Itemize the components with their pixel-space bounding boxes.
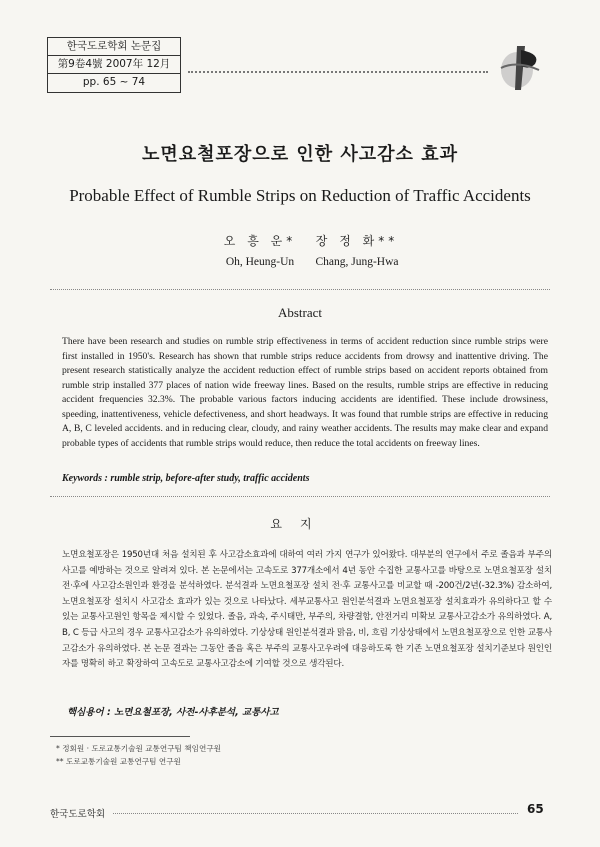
abstract-body: There have been research and studies on rumble strip effectiveness in terms of accident reduction since rumble strips were first installed in 1950's. Research has shown that rumble strips reduce accidents from drowsy and inattentive driving. The present research statistically analyze the accident reduction effect of rumble strips based on accident reports obtained from rumble strip installed 377 places of nation wide freeway lines. Based on the results, rumble strips are effective in reducing accident frequencies 32.3%. The probable various factors inducing accidents are identified. These include drowsiness, speeding, inattentiveness, vehicle defectiveness, and short headways. It was found that rumble strips are effective in reducing A, B, C leveled accidents. and in reducing clear, cloudy, and rainy weather accidents. The results may make clear and expand probable types of accidents that rumble strips would reduce, then reduce the total accidents on freeway lines. — [62, 336, 548, 449]
journal-info-box — [47, 37, 181, 93]
journal-pages: pp. 65 ~ 74 — [82, 76, 146, 88]
footnote-1: * 정회원 · 도로교통기술원 교통연구팀 책임연구원 — [56, 744, 221, 753]
author-1 — [205, 232, 315, 268]
author-1-korean: 오 흥 운* — [223, 234, 297, 248]
footer-dotted-rule — [113, 813, 518, 814]
abstract-keywords: Keywords : rumble strip, before-after study, traffic accidents — [62, 473, 310, 484]
footnotes — [56, 742, 456, 768]
author-2 — [302, 232, 412, 268]
korean-summary-body: 노면요철포장은 1950년대 처음 설치된 후 사고감소효과에 대하여 여러 가지 연구가 있어왔다. 대부분의 연구에서 주로 졸음과 부주의 사고를 예방하는 것으로 알려져 있다. 본 논문에서는 고속도로 377개소에서 4년 동안 수집한 교통사고를 바탕으로 노면요철포장 설치 전·후에 사고감소원인과 환경을 분석하였다. 분석결과 노면요철포장 설치 전·후 교통사고를 비교할 때 -200건/2년(-32.3%) 감소하여, 노면요철포장 설치시 사고감소 효과가 있는 것으로 나타났다. 세부교통사고 원인분석결과 노면요철포장 설치효과가 유의하다고 할 수 있는 교통사고원인 항목을 제시할 수 있었다. 졸음, 과속, 주시태만, 부주의, 차량결함, 안전거리 미확보 교통사고감소가 유의하였다. A, B, C 등급 사고의 경우 교통사고감소가 유의하였다. 기상상태 원인분석결과 맑음, 비, 흐림 기상상태에서 노면요철포장으로 인한 교통사고감소가 유의하였다. 본 논문 결과는 그동안 졸음 혹은 부주의 교통사고우려에 대응하도록 한 기존 노면요철포장 설치기준보다 원인인자를 명확히 하고 확장하여 고속도로 교통사고감소에 기여할 것으로 생각된다. — [62, 550, 552, 670]
author-1-english: Oh, Heung-Un — [225, 256, 295, 268]
society-logo — [495, 40, 545, 92]
footnote-2: ** 도로교통기술원 교통연구팀 연구원 — [56, 757, 181, 766]
header-dotted-rule — [188, 71, 488, 73]
footnote-rule — [50, 736, 190, 737]
korean-summary-heading: 요지 — [270, 517, 330, 531]
korean-keywords: 핵심용어 : 노면요철포장, 사전-사후분석, 교통사고 — [67, 707, 279, 718]
section-divider — [50, 289, 550, 290]
page-number: 65 — [527, 802, 544, 816]
abstract-heading: Abstract — [277, 305, 323, 320]
english-title: Probable Effect of Rumble Strips on Reduction of Traffic Accidents — [69, 186, 531, 205]
section-divider — [50, 496, 550, 497]
footer-society: 한국도로학회 — [50, 809, 106, 820]
journal-name: 한국도로학회 논문집 — [48, 38, 180, 56]
journal-volume: 第9卷4號 2007年 12月 — [48, 56, 180, 74]
author-2-english: Chang, Jung-Hwa — [315, 256, 399, 268]
korean-title: 노면요철포장으로 인한 사고감소 효과 — [141, 144, 458, 165]
author-2-korean: 장 정 화** — [315, 234, 399, 248]
